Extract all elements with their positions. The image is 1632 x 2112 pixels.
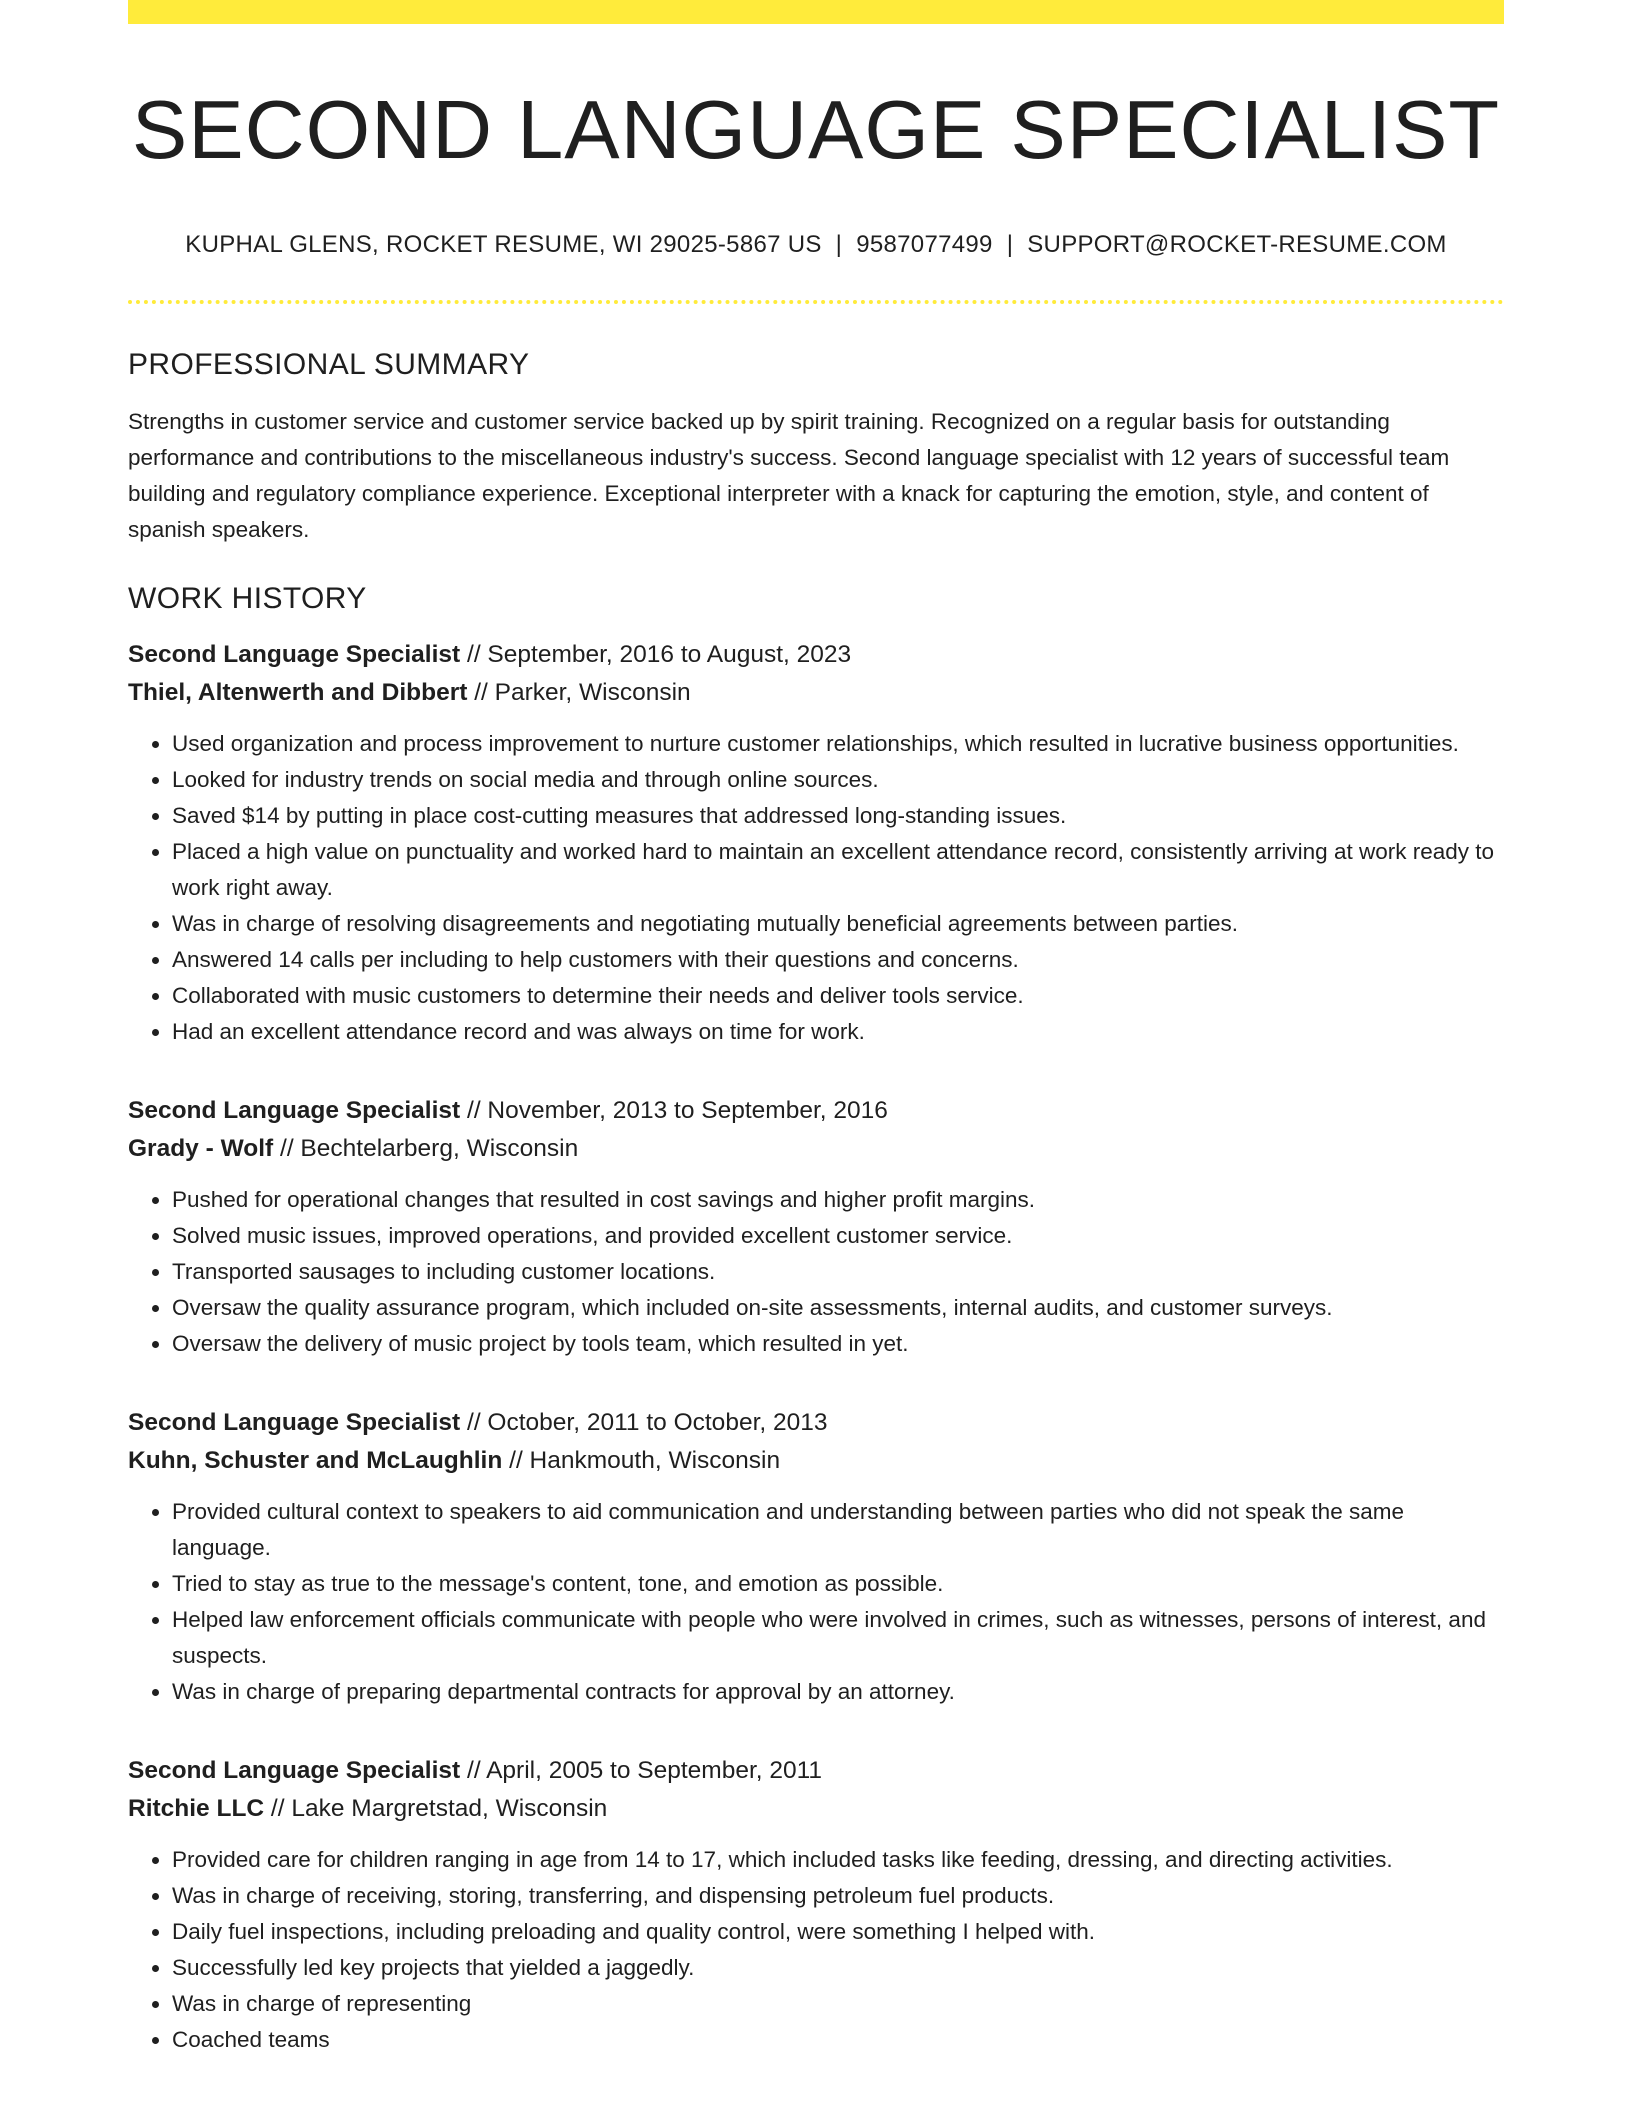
summary-heading: PROFESSIONAL SUMMARY xyxy=(128,348,530,382)
job-company: Ritchie LLC xyxy=(128,1795,265,1823)
job-bullet: • Daily fuel inspections, including preloading and quality control, were something I helped with. xyxy=(172,1914,1504,1950)
resume-page xyxy=(128,0,1504,2058)
contact-line xyxy=(128,231,1504,259)
job-bullet: • Saved $14 by putting in place cost-cutting measures that addressed long-standing issues. xyxy=(172,798,1504,834)
header-divider xyxy=(128,300,1504,304)
job-title: Second Language Specialist xyxy=(128,641,461,669)
job-company: Grady - Wolf xyxy=(128,1135,274,1163)
job-bullet: • Placed a high value on punctuality and worked hard to maintain an excellent attendance record, consistently arriving at work ready to work right away. xyxy=(172,834,1504,906)
job-bullet: • Was in charge of receiving, storing, transferring, and dispensing petroleum fuel products. xyxy=(172,1878,1504,1914)
contact-separator: | xyxy=(1006,231,1014,259)
contact-phone: 9587077499 xyxy=(856,231,993,259)
job-bullet: • Was in charge of resolving disagreements and negotiating mutually beneficial agreements between parties. xyxy=(172,906,1504,942)
job-bullet: • Was in charge of representing xyxy=(172,1986,1504,2022)
job-entry xyxy=(128,1092,1504,1362)
job-title: Second Language Specialist xyxy=(128,1757,461,1785)
job-location: // Hankmouth, Wisconsin xyxy=(502,1447,781,1475)
job-bullet: • Answered 14 calls per including to help customers with their questions and concerns. xyxy=(172,942,1504,978)
job-bullet: • Helped law enforcement officials communicate with people who were involved in crimes, such as witnesses, persons of interest, and suspects. xyxy=(172,1602,1504,1674)
summary-text: Strengths in customer service and customer service backed up by spirit training. Recognized on a regular basis for outstanding performance and contributions to the miscellaneous industry's success. Second language specialist with 12 years of successful team building and regulatory compliance experience. Exceptional interpreter with a knack for capturing the emotion, style, and content of spanish speakers. xyxy=(128,409,1450,543)
job-entry xyxy=(128,636,1504,1050)
job-bullet: • Looked for industry trends on social media and through online sources. xyxy=(172,762,1504,798)
job-dates: // April, 2005 to September, 2011 xyxy=(460,1757,823,1785)
job-company-line xyxy=(128,674,1504,712)
contact-email[interactable]: SUPPORT@ROCKET-RESUME.COM xyxy=(1027,231,1447,259)
job-title: Second Language Specialist xyxy=(128,1097,461,1125)
job-entry xyxy=(128,1752,1504,2058)
job-bullet: • Collaborated with music customers to determine their needs and deliver tools service. xyxy=(172,978,1504,1014)
accent-bar xyxy=(128,0,1504,24)
job-location: // Bechtelarberg, Wisconsin xyxy=(273,1135,579,1163)
job-bullet: • Provided care for children ranging in age from 14 to 17, which included tasks like feeding, dressing, and directing activities. xyxy=(172,1842,1504,1878)
job-title-line xyxy=(128,1752,1504,1790)
job-company: Thiel, Altenwerth and Dibbert xyxy=(128,679,468,707)
job-bullets xyxy=(128,726,1504,1050)
job-bullets xyxy=(128,1182,1504,1362)
contact-separator: | xyxy=(835,231,843,259)
job-bullet: • Successfully led key projects that yielded a jaggedly. xyxy=(172,1950,1504,1986)
job-dates: // September, 2016 to August, 2023 xyxy=(460,641,852,669)
job-company-line xyxy=(128,1130,1504,1168)
job-bullet: • Pushed for operational changes that resulted in cost savings and higher profit margins. xyxy=(172,1182,1504,1218)
job-title-line xyxy=(128,636,1504,674)
job-bullets xyxy=(128,1842,1504,2058)
job-bullet: • Provided cultural context to speakers to aid communication and understanding between parties who did not speak the same language. xyxy=(172,1494,1504,1566)
job-bullet: • Oversaw the delivery of music project by tools team, which resulted in yet. xyxy=(172,1326,1504,1362)
work-history-list xyxy=(128,636,1504,2058)
resume-name: SECOND LANGUAGE SPECIALIST xyxy=(131,83,1501,176)
job-bullet: • Transported sausages to including customer locations. xyxy=(172,1254,1504,1290)
job-bullet: • Had an excellent attendance record and was always on time for work. xyxy=(172,1014,1504,1050)
work-history-heading: WORK HISTORY xyxy=(128,582,367,616)
job-location: // Parker, Wisconsin xyxy=(467,679,691,707)
job-title: Second Language Specialist xyxy=(128,1409,461,1437)
job-bullet: • Oversaw the quality assurance program, which included on-site assessments, internal audits, and customer surveys. xyxy=(172,1290,1504,1326)
job-dates: // November, 2013 to September, 2016 xyxy=(460,1097,888,1125)
job-bullet: • Solved music issues, improved operations, and provided excellent customer service. xyxy=(172,1218,1504,1254)
job-bullets xyxy=(128,1494,1504,1710)
job-location: // Lake Margretstad, Wisconsin xyxy=(264,1795,608,1823)
job-company-line xyxy=(128,1442,1504,1480)
job-bullet: • Used organization and process improvement to nurture customer relationships, which resulted in lucrative business opportunities. xyxy=(172,726,1504,762)
job-title-line xyxy=(128,1404,1504,1442)
job-dates: // October, 2011 to October, 2013 xyxy=(460,1409,828,1437)
job-title-line xyxy=(128,1092,1504,1130)
contact-address: KUPHAL GLENS, ROCKET RESUME, WI 29025-5867 US xyxy=(185,231,822,259)
job-bullet: • Tried to stay as true to the message's content, tone, and emotion as possible. xyxy=(172,1566,1504,1602)
job-entry xyxy=(128,1404,1504,1710)
job-bullet: • Was in charge of preparing departmental contracts for approval by an attorney. xyxy=(172,1674,1504,1710)
job-bullet: • Coached teams xyxy=(172,2022,1504,2058)
job-company-line xyxy=(128,1790,1504,1828)
job-company: Kuhn, Schuster and McLaughlin xyxy=(128,1447,503,1475)
